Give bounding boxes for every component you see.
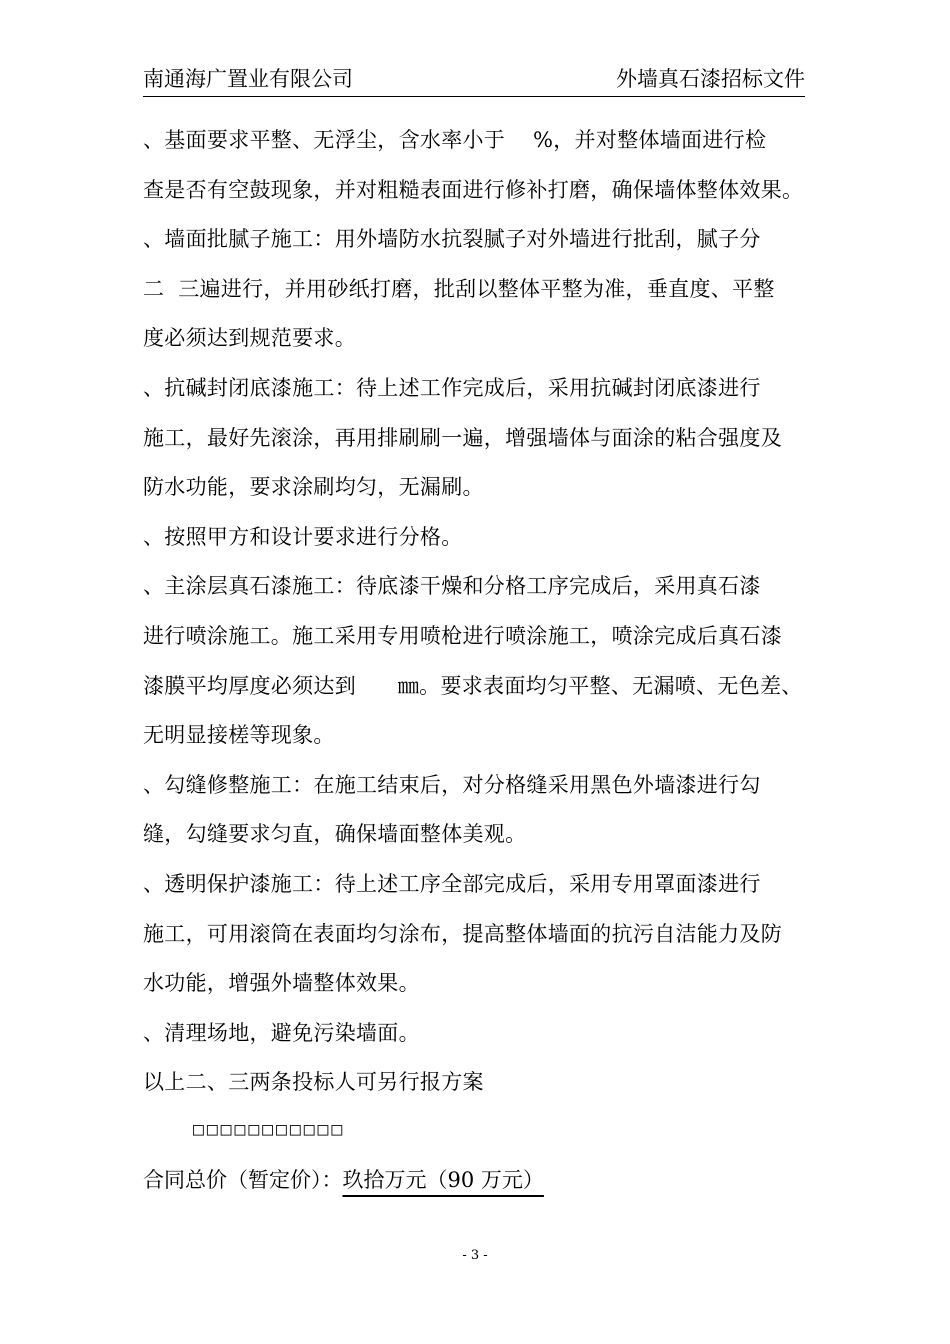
text-line: 查是否有空鼓现象，并对粗糙表面进行修补打磨，确保墙体整体效果。 xyxy=(143,177,804,202)
text-line: 水功能，增强外墙整体效果。 xyxy=(143,971,420,996)
contract-price-value: 玖拾万元（90 万元） xyxy=(342,1168,544,1192)
text-line: 二 三遍进行，并用砂纸打磨，批刮以整体平整为准，垂直度、平整 xyxy=(143,276,775,301)
text-line: 、基面要求平整、无浮尘，含水率小于 %，并对整体墙面进行检 xyxy=(143,128,767,152)
placeholder-boxes-line: □□□□□□□□□□□ xyxy=(193,1119,346,1140)
page-number: - 3 - xyxy=(462,1248,488,1263)
text-line: 施工，最好先滚涂，再用排刷刷一遍，增强墙体与面涂的粘合强度及 xyxy=(143,425,782,450)
text-line: 、勾缝修整施工：在施工结束后，对分格缝采用黑色外墙漆进行勾 xyxy=(143,772,761,797)
text-line: 进行喷涂施工。施工采用专用喷枪进行喷涂施工，喷涂完成后真石漆 xyxy=(143,623,782,648)
company-name: 南通海广置业有限公司 xyxy=(143,67,353,91)
contract-price-line xyxy=(143,1158,544,1202)
text-line: 以上二、三两条投标人可另行报方案 xyxy=(143,1070,484,1095)
text-line: 、主涂层真石漆施工：待底漆干燥和分格工序完成后，采用真石漆 xyxy=(143,574,761,599)
body-text xyxy=(143,116,807,1108)
text-line: 、墙面批腻子施工：用外墙防水抗裂腻子对外墙进行批刮，腻子分 xyxy=(143,227,761,252)
page-header xyxy=(143,62,805,97)
text-line: 无明显接槎等现象。 xyxy=(143,723,335,748)
text-line: 施工，可用滚筒在表面均匀涂布，提高整体墙面的抗污自洁能力及防 xyxy=(143,921,782,946)
text-line: 缝，勾缝要求匀直，确保墙面整体美观。 xyxy=(143,822,527,847)
text-line: 漆膜平均厚度必须达到 ㎜。要求表面均匀平整、无漏喷、无色差、 xyxy=(143,673,803,698)
text-line: 度必须达到规范要求。 xyxy=(143,326,356,351)
contract-price-label: 合同总价（暂定价）： xyxy=(143,1168,343,1192)
text-line: 、抗碱封闭底漆施工：待上述工作完成后，采用抗碱封闭底漆进行 xyxy=(143,375,761,400)
document-title: 外墙真石漆招标文件 xyxy=(616,67,805,91)
text-line: 防水功能，要求涂刷均匀，无漏刷。 xyxy=(143,475,484,500)
text-line: 、按照甲方和设计要求进行分格。 xyxy=(143,524,463,549)
text-line: 、清理场地，避免污染墙面。 xyxy=(143,1020,420,1045)
text-line: 、透明保护漆施工：待上述工序全部完成后，采用专用罩面漆进行 xyxy=(143,871,761,896)
